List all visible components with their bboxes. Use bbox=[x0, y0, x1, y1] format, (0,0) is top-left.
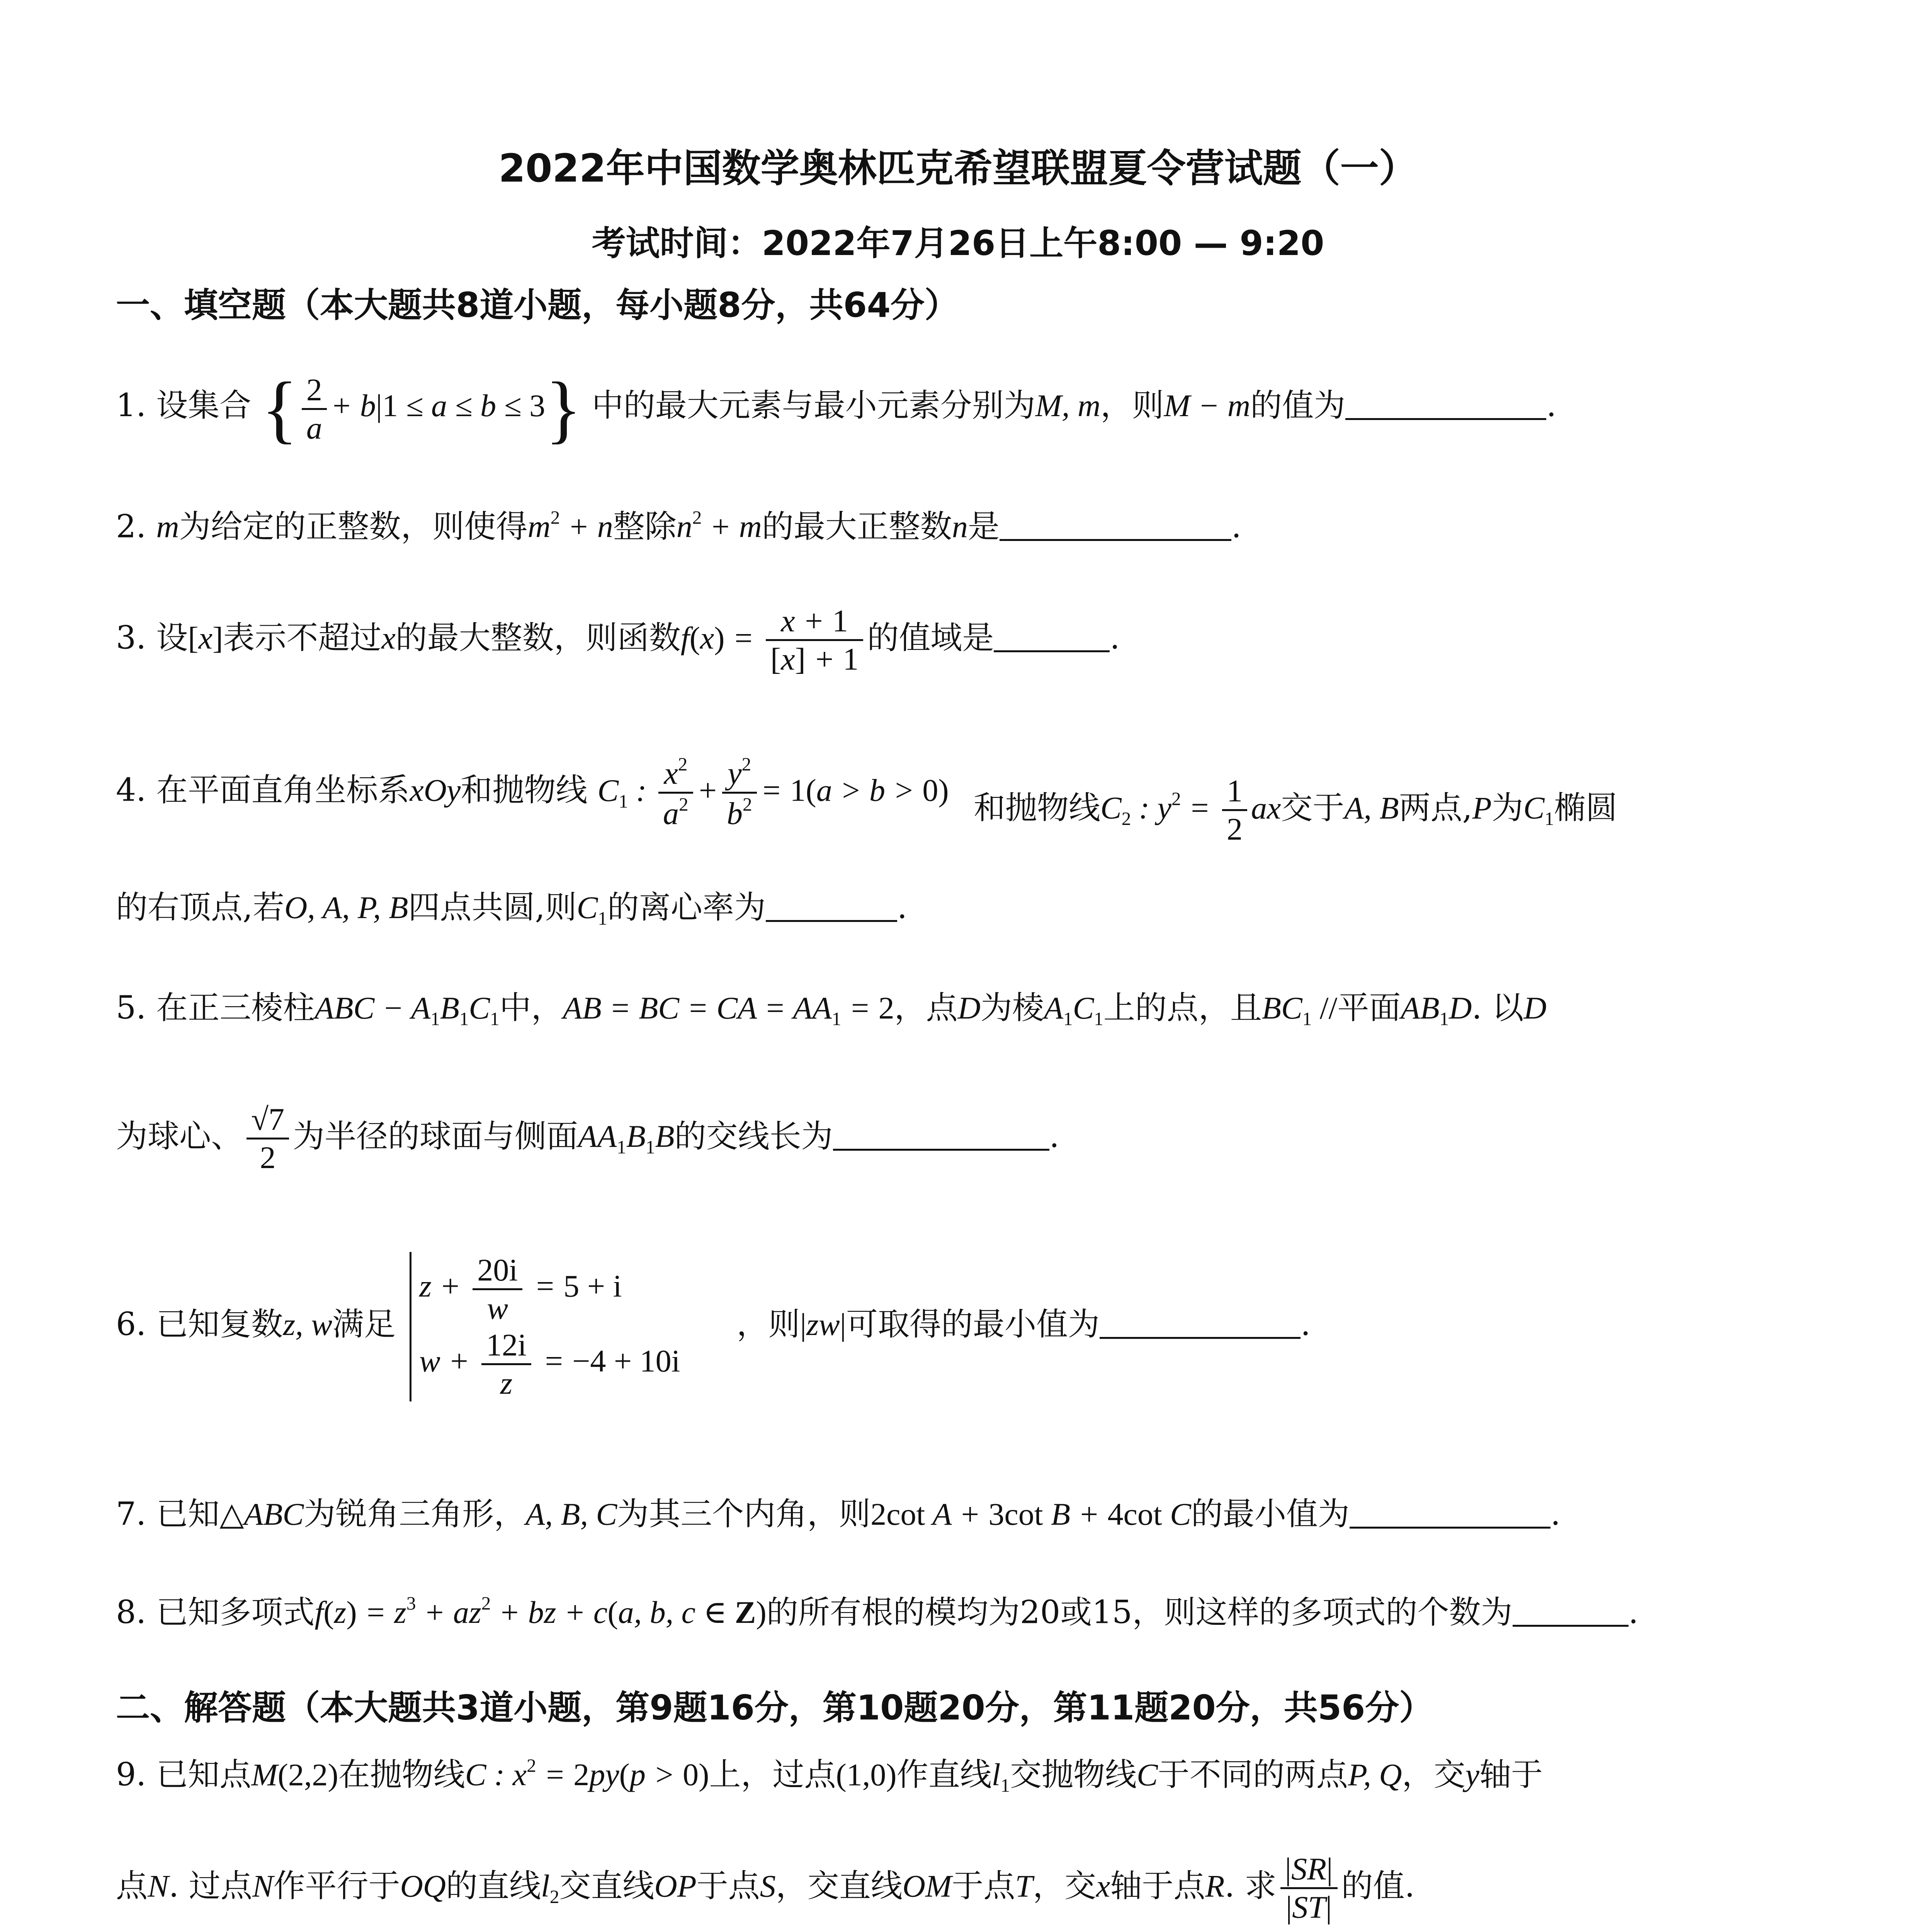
exam-time: 考试时间：2022年7月26日上午8:00 — 9:20 bbox=[592, 223, 1324, 263]
question-1: 1. 设集合 { $\frac{2}{a}$ + b|1 ≤ a ≤ b ≤ 3} 中的最大元素与最小元素分别为M, m，则M − m的值为 . bbox=[116, 367, 1557, 451]
question-8: 8. 已知多项式$f(z) = z^3 + az^2$ + bz + c(a, b, c ∈ Z)的所有根的模均为20或15，则这样的多项式的个数为 . bbox=[116, 1593, 1639, 1631]
question-3: 3. 设[x]表示不超过x的最大整数，则函数f(x) = $\frac{x + 1}{[x] + 1}$ 的值域是 . bbox=[116, 603, 1120, 677]
question-4: 4. 在平面直角坐标系xOy和抛物线 $C_1$ : $\frac{x^2}{a^2}$ + $\frac{y^2}{b^2}$ = 1(a > b > 0) bbox=[116, 753, 949, 831]
question-9-line2: 点N. 过点N作平行于OQ的直线$l_2$交直线OP于点S，交直线OM于点T，交x轴于点R. 求 $\frac{|SR|}{|ST|}$ 的值. bbox=[116, 1851, 1415, 1925]
question-5-line2: 为球心、 $\frac{√7}{2}$ 为半径的球面与侧面$AA_1B_1B$的交线长为 . bbox=[116, 1102, 1059, 1175]
section-fill-in-heading: 一、填空题（本大题共8道小题，每小题8分，共64分） bbox=[116, 285, 959, 325]
question-4-line2: 的右顶点,若O, A, P, B四点共圆,则$C_1$的离心率为 . bbox=[116, 889, 907, 929]
question-6: 6. 已知复数z, w满足 z + $\frac{20i}{w}$ = 5 + i w + $\frac{12i}{z}$ = −4 + 10i ，则|zw|可取得的最小值为 . bbox=[116, 1252, 1311, 1401]
question-7: 7. 已知△ABC为锐角三角形，A, B, C为其三个内角，则2cot A + 3cot B + 4cot C的最小值为 . bbox=[116, 1496, 1561, 1532]
question-2: 2. m为给定的正整数，则使得$m^2 + n$整除$n^2 + m$的最大正整数n是 . bbox=[116, 507, 1241, 545]
section-solve-heading: 二、解答题（本大题共3道小题，第9题16分，第10题20分，第11题20分，共56分） bbox=[116, 1688, 1433, 1728]
question-4-cont: 和抛物线$C_2$ : $y^2$ = $\frac{1}{2}$ ax交于A, B两点,P为$C_1$椭圆 bbox=[974, 773, 1618, 847]
question-5: 5. 在正三棱柱ABC − $A_1B_1C_1$中，AB = BC = CA = $AA_1 = 2$，点D为棱$A_1C_1$上的点，且$BC_1$ //平面$AB_1D$. 以D bbox=[116, 990, 1547, 1030]
question-9: 9. 已知点M(2,2)在抛物线C : $x^2 = 2py(p > 0)$上，过点(1,0)作直线$l_1$交抛物线C于不同的两点P, Q，交y轴于 bbox=[116, 1755, 1543, 1796]
exam-title: 2022年中国数学奥林匹克希望联盟夏令营试题（一） bbox=[498, 146, 1418, 191]
